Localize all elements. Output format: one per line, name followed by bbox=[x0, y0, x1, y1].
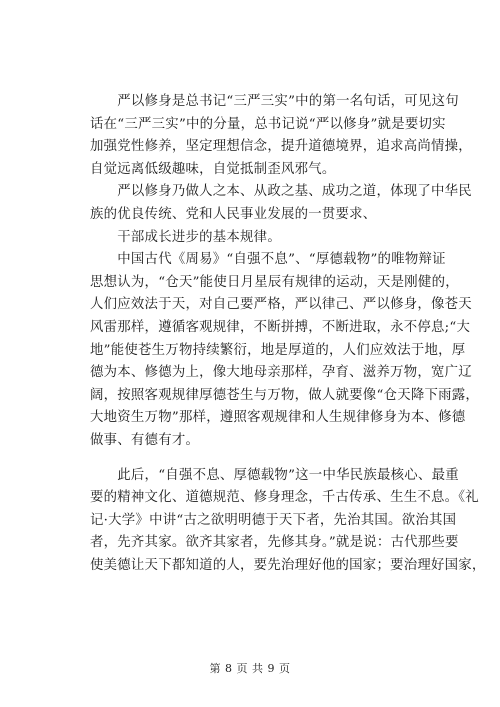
text-line: 自觉远离低级趣味，自觉抵制歪风邪气。 bbox=[90, 161, 336, 177]
text-line: 严以修身是总书记“三严三实”中的第一名句话，可见这句 bbox=[90, 94, 459, 109]
text-line: 风雷那样，遵循客观规律，不断拼搏，不断进取，永不停息;“大 bbox=[90, 319, 471, 335]
text-line: 话在“三严三实”中的分量，总书记说“严以修身”就是要切实 bbox=[90, 116, 446, 132]
paragraph-1 bbox=[90, 91, 472, 181]
paragraph-4 bbox=[90, 249, 480, 452]
text-line: 思想认为，“仓天”能使日月星辰有规律的运动，天是刚健的， bbox=[90, 274, 459, 290]
text-line: 使美德让天下都知道的人，要先治理好他的国家；要治理好国家， bbox=[90, 557, 486, 573]
paragraph-2 bbox=[90, 181, 472, 226]
paragraph-5 bbox=[90, 465, 486, 578]
text-line: 要的精神文化、道德规范、修身理念，千古传承、生生不息。《礼 bbox=[90, 490, 479, 506]
text-line: 地”能使苍生万物持续繁衍，地是厚道的，人们应效法于地，厚 bbox=[90, 342, 466, 358]
text-line: 者，先齐其家。欲齐其家者，先修其身。”就是说：古代那些要 bbox=[90, 535, 459, 551]
page-number-footer: 第 8 页 共 9 页 bbox=[209, 662, 291, 675]
text-line: 中国古代《周易》“自强不息”、“厚德载物”的唯物辩证 bbox=[90, 252, 446, 268]
paragraph-spacer bbox=[90, 453, 412, 465]
text-line: 大地资生万物”那样，遵照客观规律和人生规律修身为本、修德 bbox=[90, 410, 466, 426]
text-line: 阔，按照客观规律厚德苍生与万物，做人就要像“仓天降下雨露， bbox=[90, 387, 480, 403]
text-line: 德为本、修德为上，像大地母亲那样，孕育、滋养万物，宽广辽 bbox=[90, 365, 472, 381]
text-line: 干部成长进步的基本规律。 bbox=[90, 229, 281, 245]
text-line: 严以修身乃做人之本、从政之基、成功之道，体现了中华民 bbox=[90, 184, 472, 200]
text-line: 人们应效法于天，对自己要严格，严以律己、严以修身，像苍天 bbox=[90, 297, 472, 313]
text-line: 此后，“自强不息、厚德载物”这一中华民族最核心、最重 bbox=[90, 467, 459, 483]
text-line: 族的优良传统、党和人民事业发展的一贯要求、 bbox=[90, 206, 377, 222]
body-text bbox=[90, 91, 486, 577]
text-line: 记·大学》中讲“古之欲明明德于天下者，先治其国。欲治其国 bbox=[90, 512, 457, 528]
paragraph-3 bbox=[90, 227, 412, 250]
text-line: 加强党性修养，坚定理想信念，提升道德境界，追求高尚情操， bbox=[90, 139, 472, 155]
text-line: 做事、有德有才。 bbox=[90, 432, 200, 448]
